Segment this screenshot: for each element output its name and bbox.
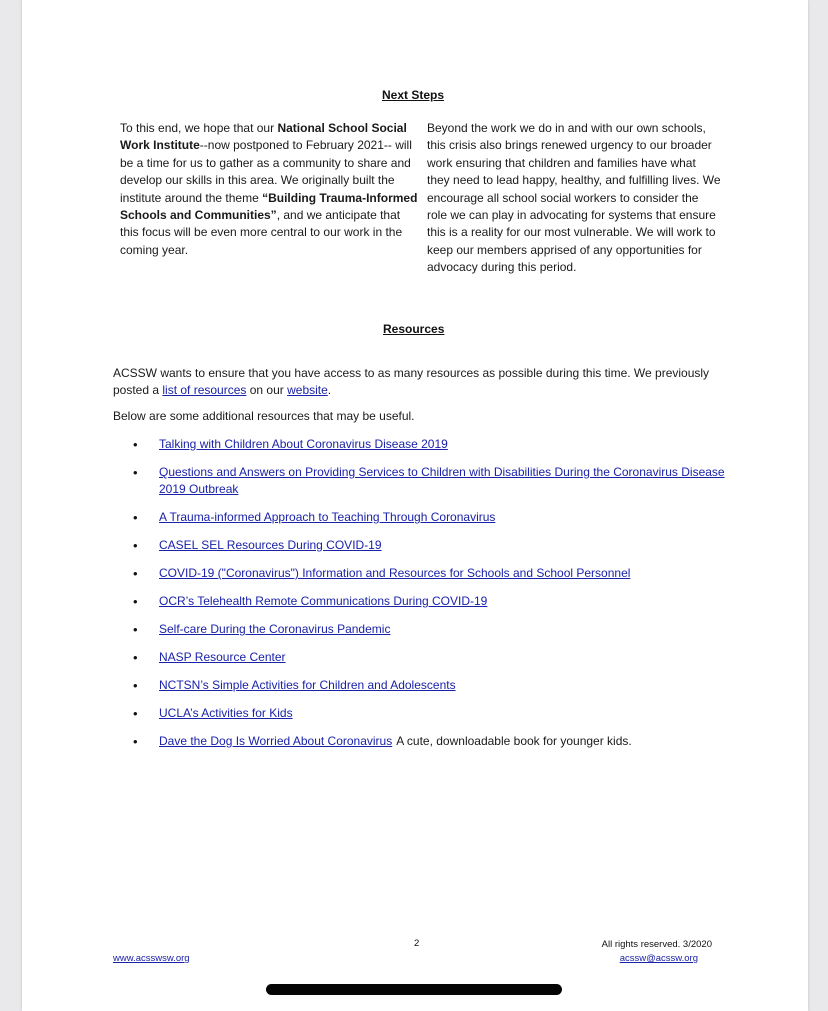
list-item [113, 705, 733, 722]
next-steps-left-column [120, 120, 420, 259]
left-text-1: To this end, we hope that our [120, 121, 278, 135]
rights-text: All rights reserved. 3/2020 [601, 939, 712, 950]
resource-link-disabilities-qa[interactable]: Questions and Answers on Providing Services to Children with Disabilities During the Coronavirus Disease 2019 Outbreak [159, 465, 725, 496]
institute-name: National School Social Work Institute [120, 121, 407, 153]
page-number: 2 [414, 938, 420, 949]
footer-website-link[interactable]: www.acsswsw.org [113, 953, 190, 964]
intro-text-1: ACSSW wants to ensure that you have access to as many resources as possible during this time. We previously posted a [113, 366, 710, 398]
list-item [113, 565, 733, 582]
list-item [113, 537, 733, 554]
resource-link-nasp[interactable]: NASP Resource Center [159, 650, 286, 664]
list-item [113, 621, 733, 638]
resource-link-casel[interactable]: CASEL SEL Resources During COVID-19 [159, 538, 382, 552]
footer-email-link[interactable]: acssw@acssw.org [619, 953, 698, 964]
left-text-2: --now postponed to February 2021-- will be a time for us to gather as a community to share and develop our skills in this area. We originally built the institute around the theme [120, 138, 412, 205]
list-item [113, 677, 733, 694]
institute-theme: “Building Trauma-Informed Schools and Communities” [120, 190, 418, 223]
next-steps-right-column: Beyond the work we do in and with our own schools, this crisis also brings renewed urgency to our broader work ensuring that children and families have what they need to lead happy, healthy, and fulfilling lives. We encourage all school social workers to consider the role we can play in advocating for systems that ensure this is a reality for our most vulnerable. We will work to keep our members apprised of any opportunities for advocacy during this period. [427, 121, 721, 275]
bullet-icon: • [133, 437, 138, 452]
document-page [22, 0, 808, 1011]
bullet-icon: • [133, 706, 138, 721]
resource-link-self-care[interactable]: Self-care During the Coronavirus Pandemic [159, 622, 391, 636]
resource-link-nctsn[interactable]: NCTSN’s Simple Activities for Children and Adolescents [159, 678, 456, 692]
website-link[interactable]: website [287, 383, 328, 398]
resource-link-ucla[interactable]: UCLA’s Activities for Kids [159, 706, 293, 720]
list-item [113, 733, 733, 750]
bullet-icon: • [133, 734, 138, 749]
resources-intro [113, 365, 713, 400]
bullet-icon: • [133, 678, 138, 693]
list-item [113, 593, 733, 610]
bullet-icon: • [133, 594, 138, 609]
bullet-icon: • [133, 622, 138, 637]
resources-below-text: Below are some additional resources that may be useful. [113, 409, 415, 423]
resources-list [113, 436, 733, 750]
list-item [113, 649, 733, 666]
resource-link-ocr-telehealth[interactable]: OCR’s Telehealth Remote Communications During COVID-19 [159, 594, 488, 608]
resource-link-dave-the-dog[interactable]: Dave the Dog Is Worried About Coronavirus [159, 734, 393, 748]
list-of-resources-link[interactable]: list of resources [162, 383, 247, 398]
bullet-icon: • [133, 510, 138, 525]
resource-link-trauma-informed[interactable]: A Trauma-informed Approach to Teaching Through Coronavirus [159, 510, 496, 524]
bullet-icon: • [133, 566, 138, 581]
intro-text-3: . [327, 383, 332, 398]
bullet-icon: • [133, 465, 138, 480]
list-item [113, 436, 733, 453]
footer-right-block [542, 938, 712, 966]
home-indicator[interactable] [266, 984, 562, 995]
resources-heading: Resources [383, 322, 445, 336]
intro-text-2: on our [246, 383, 288, 398]
list-item [113, 464, 733, 498]
resource-link-covid-schools[interactable]: COVID-19 ("Coronavirus") Information and Resources for Schools and School Personnel [159, 566, 631, 580]
resource-description: A cute, downloadable book for younger kids. [396, 734, 632, 748]
list-item [113, 509, 733, 526]
bullet-icon: • [133, 538, 138, 553]
resource-link-talking-with-children[interactable]: Talking with Children About Coronavirus Disease 2019 [159, 437, 448, 451]
left-text-3: , and we anticipate that this focus will be even more central to our work in the coming year. [120, 208, 403, 257]
next-steps-heading: Next Steps [382, 88, 445, 102]
bullet-icon: • [133, 650, 138, 665]
